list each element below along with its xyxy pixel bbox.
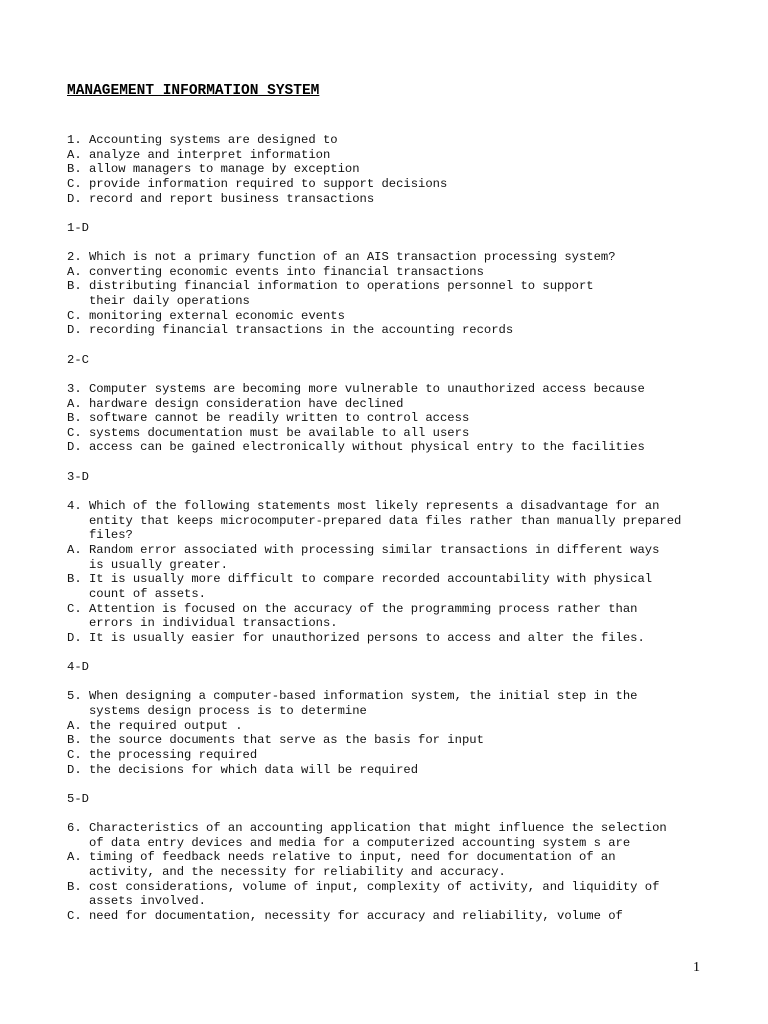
text-line: 1-D [67, 220, 89, 235]
text-line: C. provide information required to support decisions [67, 176, 448, 191]
text-line: A. analyze and interpret information [67, 147, 331, 162]
text-line: 1. Accounting systems are designed to [67, 133, 338, 147]
text-line: C. the processing required [67, 747, 258, 762]
text-line: 3-D [67, 469, 89, 484]
text-line: 6. Characteristics of an accounting application that might influence the selection [67, 821, 667, 836]
blank-line [67, 338, 757, 353]
text-line: A. the required output . [67, 718, 243, 733]
text-line: A. timing of feedback needs relative to input, need for documentation of an [67, 850, 616, 865]
text-line: D. It is usually easier for unauthorized persons to access and alter the files. [67, 630, 645, 645]
text-line: their daily operations [67, 294, 250, 309]
text-line: D. the decisions for which data will be required [67, 762, 419, 777]
text-line: B. the source documents that serve as the basis for input [67, 733, 484, 748]
text-line: B. It is usually more difficult to compare recorded accountability with physical [67, 572, 653, 587]
text-line: B. cost considerations, volume of input, complexity of activity, and liquidity of [67, 879, 660, 894]
text-line: B. software cannot be readily written to control access [67, 411, 470, 426]
blank-line [67, 367, 757, 382]
text-line: 2. Which is not a primary function of an AIS transaction processing system? [67, 250, 616, 265]
text-line: B. distributing financial information to operations personnel to support [67, 279, 594, 294]
question-list [67, 133, 757, 924]
page-title: MANAGEMENT INFORMATION SYSTEM [67, 83, 320, 99]
blank-line [67, 455, 757, 470]
text-line: D. recording financial transactions in the accounting records [67, 323, 514, 338]
text-line: 5-D [67, 791, 89, 806]
blank-line [67, 484, 757, 499]
text-line: activity, and the necessity for reliability and accuracy. [67, 865, 506, 880]
text-line: 4-D [67, 660, 89, 675]
text-line: entity that keeps microcomputer-prepared data files rather than manually prepared [67, 513, 682, 528]
text-line: A. Random error associated with processing similar transactions in different ways [67, 542, 660, 557]
text-line: C. Attention is focused on the accuracy of the programming process rather than [67, 601, 638, 616]
blank-line [67, 235, 757, 250]
blank-line [67, 206, 757, 221]
text-line: 4. Which of the following statements most likely represents a disadvantage for an [67, 499, 660, 514]
text-line: of data entry devices and media for a computerized accounting system s are [67, 835, 631, 850]
text-line: C. systems documentation must be available to all users [67, 425, 470, 440]
text-line: errors in individual transactions. [67, 616, 338, 631]
blank-line [67, 806, 757, 821]
text-line: B. allow managers to manage by exception [67, 162, 360, 177]
text-line: is usually greater. [67, 557, 228, 572]
text-line: count of assets. [67, 586, 206, 601]
text-line: files? [67, 528, 133, 543]
text-line: A. converting economic events into financial transactions [67, 264, 484, 279]
text-line: D. access can be gained electronically without physical entry to the facilities [67, 440, 645, 455]
page-number: 1 [693, 960, 700, 975]
text-line: C. need for documentation, necessity for accuracy and reliability, volume of [67, 908, 623, 923]
text-line: 5. When designing a computer-based information system, the initial step in the [67, 689, 638, 704]
blank-line [67, 777, 757, 792]
text-line: A. hardware design consideration have declined [67, 396, 404, 411]
text-line: 3. Computer systems are becoming more vulnerable to unauthorized access because [67, 381, 645, 396]
text-line: systems design process is to determine [67, 703, 367, 718]
text-line: C. monitoring external economic events [67, 308, 345, 323]
blank-line [67, 675, 757, 690]
text-line: assets involved. [67, 894, 206, 909]
text-line: 2-C [67, 352, 89, 367]
blank-line [67, 645, 757, 660]
text-line: D. record and report business transactions [67, 191, 375, 206]
